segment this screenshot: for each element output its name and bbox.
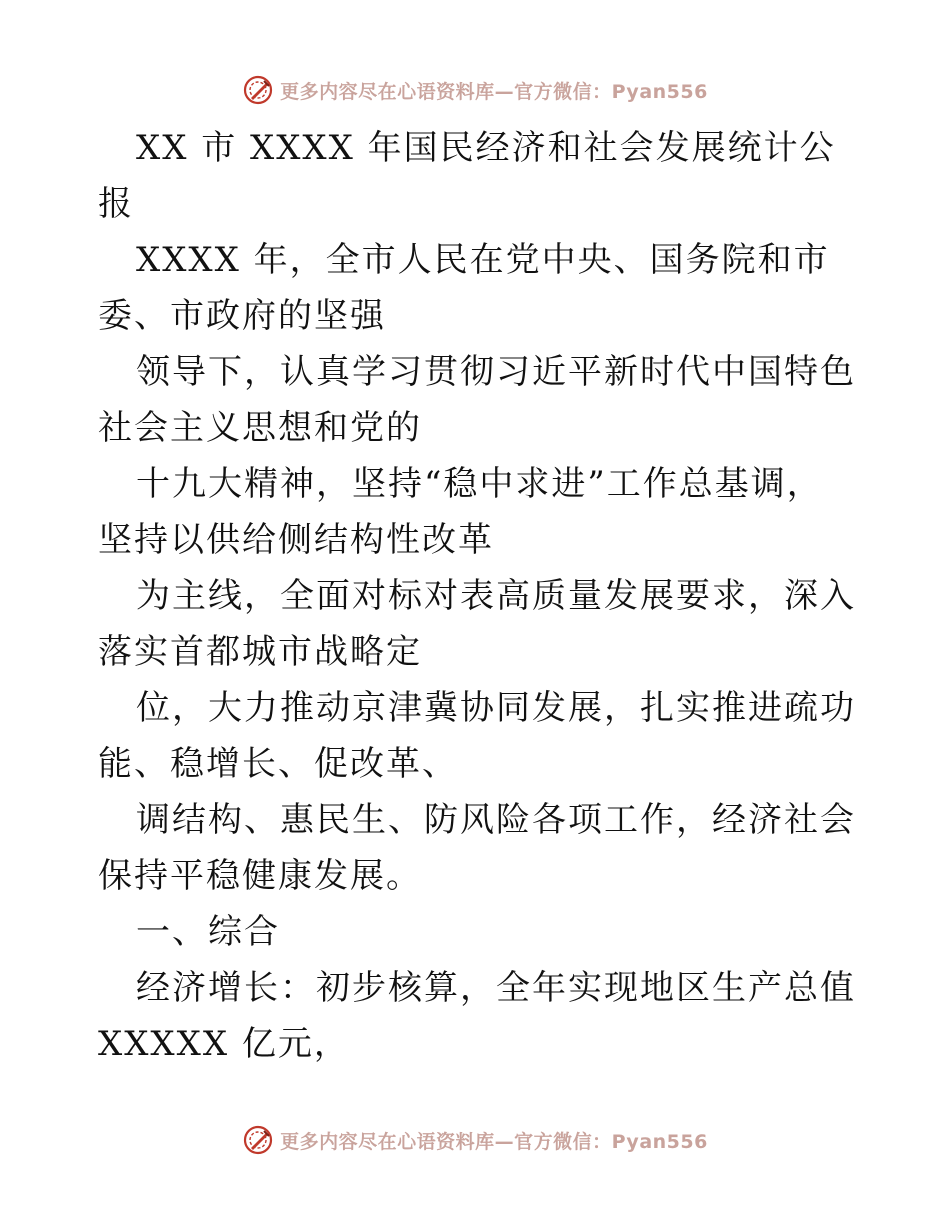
watermark-text: 更多内容尽在心语资料库—官方微信：Pyan556 xyxy=(280,1130,708,1153)
watermark-text: 更多内容尽在心语资料库—官方微信：Pyan556 xyxy=(280,80,708,103)
document-body xyxy=(98,120,858,1072)
pen-seal-logo-icon xyxy=(242,1124,274,1156)
paragraph: 十九大精神，坚持“稳中求进”工作总基调，坚持以供给侧结构性改革 xyxy=(98,464,823,560)
pen-seal-logo-icon xyxy=(242,74,274,106)
paragraph: 经济增长：初步核算，全年实现地区生产总值 XXXXX 亿元， xyxy=(98,968,856,1064)
paragraph: 领导下，认真学习贯彻习近平新时代中国特色社会主义思想和党的 xyxy=(98,352,856,448)
section-heading: 一、综合 xyxy=(136,912,280,952)
header-watermark-banner xyxy=(0,70,950,110)
paragraph: 为主线，全面对标对表高质量发展要求，深入落实首都城市战略定 xyxy=(98,576,856,672)
paragraph: XXXX 年，全市人民在党中央、国务院和市委、市政府的坚强 xyxy=(98,240,830,336)
paragraph: 位，大力推动京津冀协同发展，扎实推进疏功能、稳增长、促改革、 xyxy=(98,688,856,784)
footer-watermark-banner xyxy=(0,1120,950,1160)
document-title: XX 市 XXXX 年国民经济和社会发展统计公报 xyxy=(98,128,836,224)
paragraph: 调结构、惠民生、防风险各项工作，经济社会保持平稳健康发展。 xyxy=(98,800,856,896)
